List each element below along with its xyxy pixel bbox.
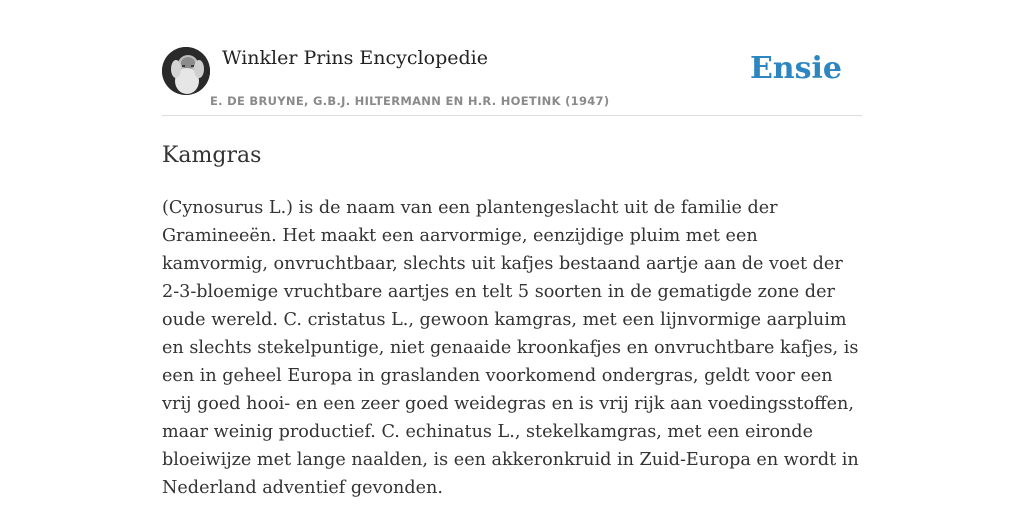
ensie-logo-link[interactable]: Ensie xyxy=(749,51,842,86)
author-avatar[interactable] xyxy=(162,47,210,95)
portrait-avatar-icon xyxy=(162,47,210,95)
source-title[interactable]: Winkler Prins Encyclopedie xyxy=(222,47,488,69)
entry-title: Kamgras xyxy=(162,143,262,168)
source-header xyxy=(162,46,862,116)
source-authors: E. DE BRUYNE, G.B.J. HILTERMANN EN H.R. HOETINK (1947) xyxy=(210,94,610,108)
entry-body: (Cynosurus L.) is de naam van een plantengeslacht uit de familie der Gramineeën. Het maakt een aarvormige, eenzijdige pluim met een kamvormig, onvruchtbaar, slechts uit kafjes bestaand aartje aan de voet der 2-3-bloemige vruchtbare aartjes en telt 5 soorten in de gematigde zone der oude wereld. C. cristatus L., gewoon kamgras, met een lijnvormige aarpluim en slechts stekelpuntige, niet genaaide kroonkafjes en onvruchtbare kafjes, is een in geheel Europa in graslanden voorkomend ondergras, geldt voor een vrij goed hooi- en een zeer goed weidegras en is vrij rijk aan voedingsstoffen, maar weinig productief. C. echinatus L., stekelkamgras, met een eironde bloeiwijze met lange naalden, is een akkeronkruid in Zuid-Europa en wordt in Nederland adventief gevonden. xyxy=(162,198,859,498)
entry-card xyxy=(162,46,862,502)
